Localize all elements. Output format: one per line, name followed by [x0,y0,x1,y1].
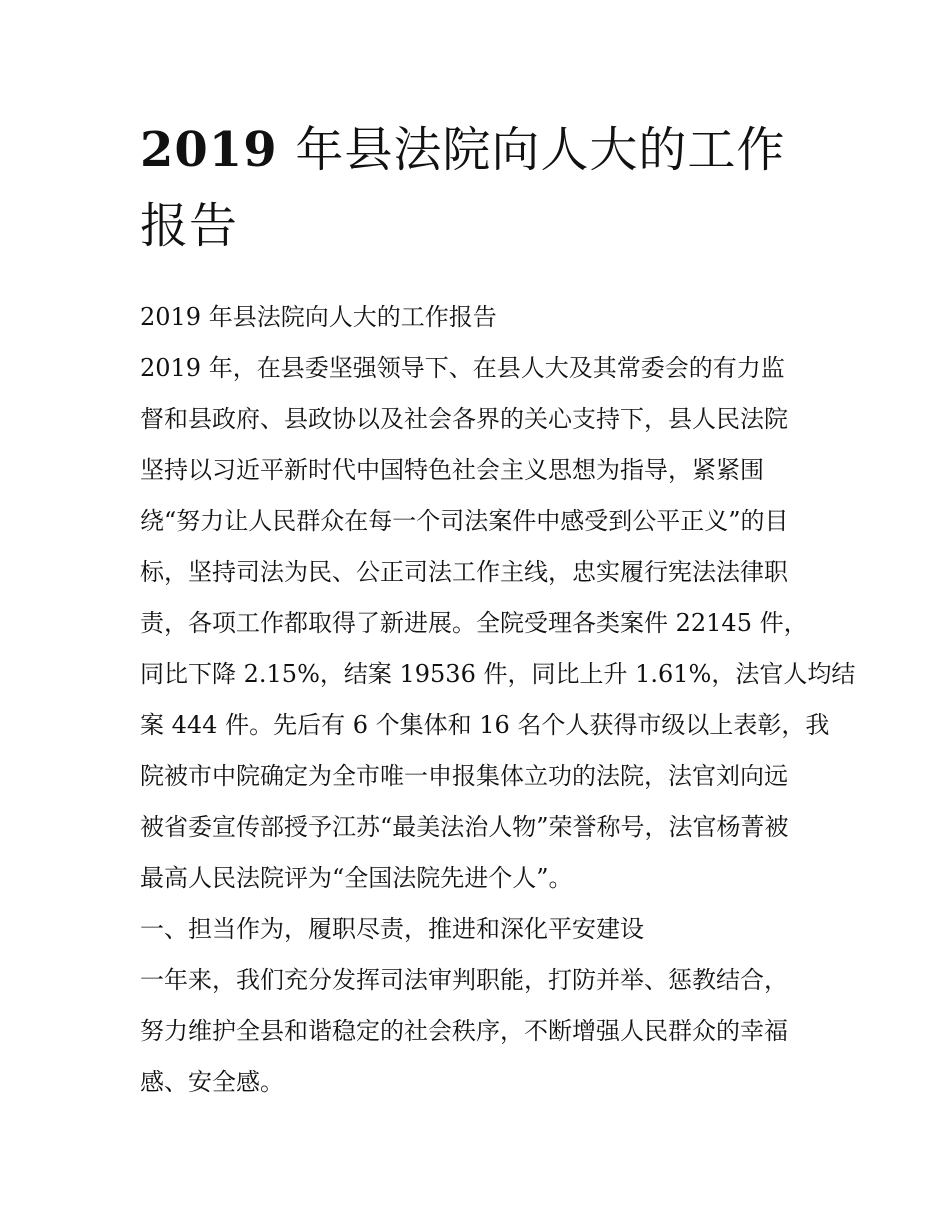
document-page [140,112,856,1108]
body-line: 被省委宣传部授予江苏“最美法治人物”荣誉称号，法官杨菁被 [140,813,789,841]
body-line: 责，各项工作都取得了新进展。全院受理各类案件 22145 件， [140,609,808,637]
body-line: 感、安全感。 [140,1068,284,1096]
body-line: 标，坚持司法为民、公正司法工作主线，忠实履行宪法法律职 [140,558,788,586]
body-line: 同比下降 2.15%，结案 19536 件，同比上升 1.61%，法官人均结 [140,660,856,688]
body-line: 督和县政府、县政协以及社会各界的关心支持下，县人民法院 [140,405,788,433]
document-title [140,112,812,264]
body-line: 坚持以习近平新时代中国特色社会主义思想为指导，紧紧围 [140,456,764,484]
document-body [140,343,856,1108]
body-line: 一年来，我们充分发挥司法审判职能，打防并举、惩教结合， [140,966,788,994]
body-line: 努力维护全县和谐稳定的社会秩序，不断增强人民群众的幸福 [140,1017,788,1045]
document-subtitle: 2019 年县法院向人大的工作报告 [140,303,497,331]
body-line: 案 444 件。先后有 6 个集体和 16 名个人获得市级以上表彰，我 [140,711,830,739]
body-line: 2019 年，在县委坚强领导下、在县人大及其常委会的有力监 [140,354,785,382]
body-line: 绕“努力让人民群众在每一个司法案件中感受到公平正义”的目 [140,507,789,535]
title-text: 年县法院向人大的工作报告 [140,122,786,254]
body-line: 最高人民法院评为“全国法院先进个人”。 [140,864,573,892]
body-line: 院被市中院确定为全市唯一申报集体立功的法院，法官刘向远 [140,762,788,790]
title-year: 2019 [140,122,278,178]
section-heading: 一、担当作为，履职尽责，推进和深化平安建设 [140,915,644,943]
